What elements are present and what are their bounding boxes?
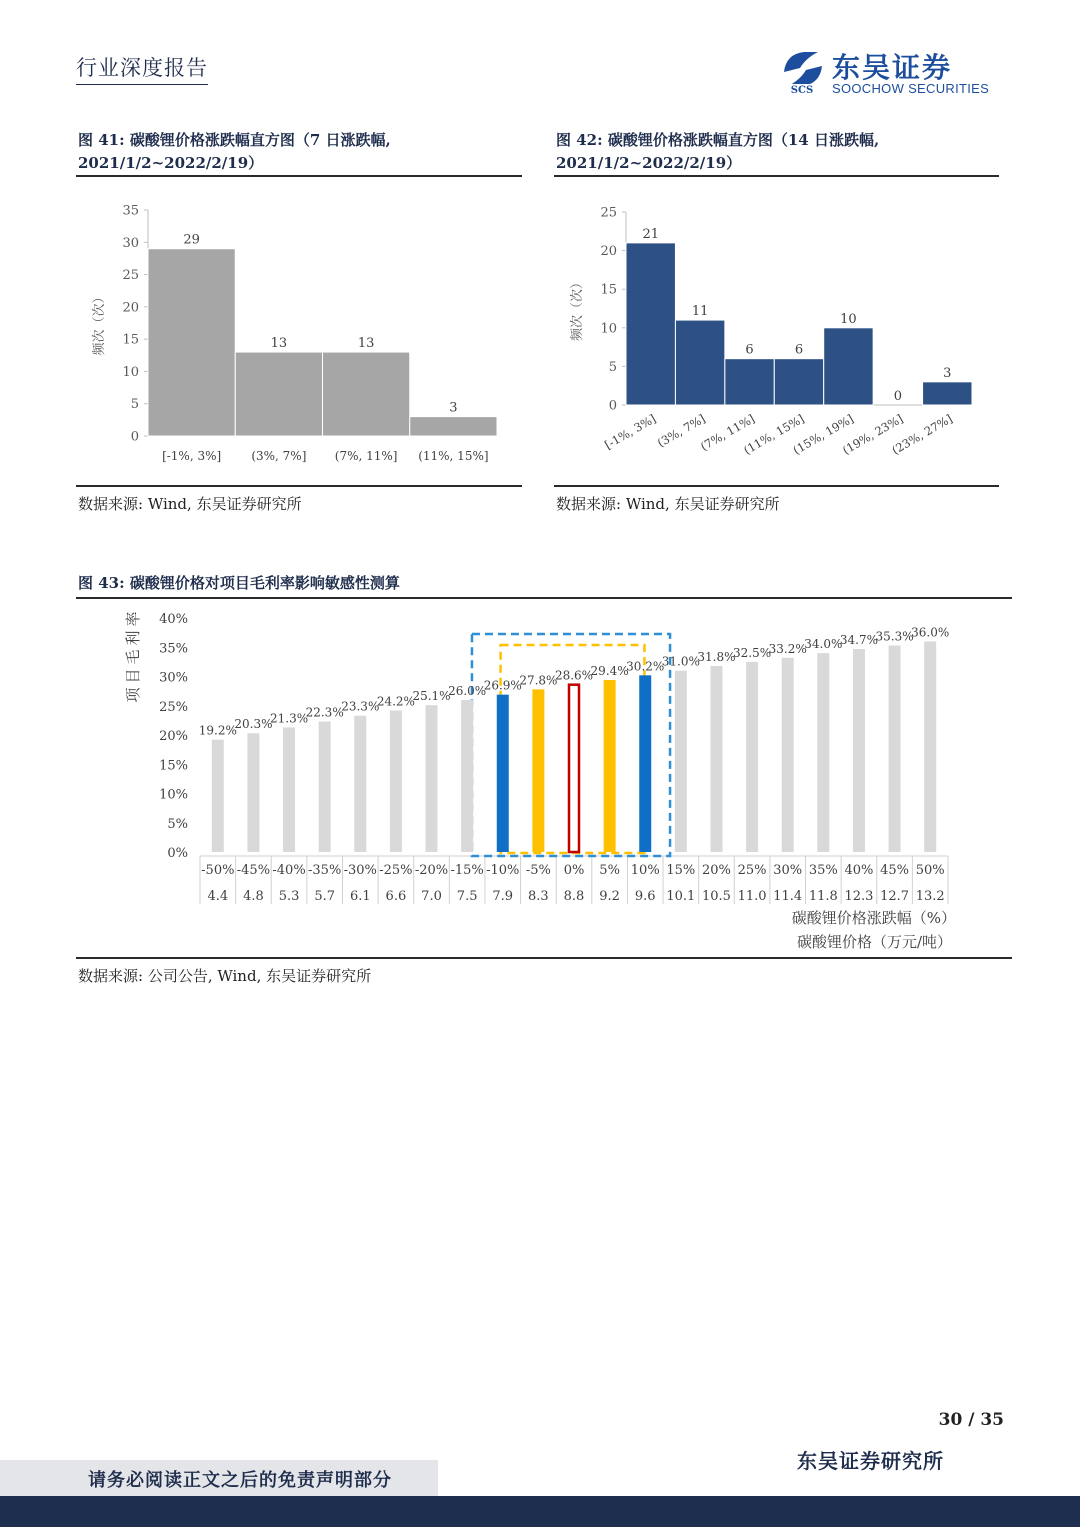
fig43-data-label: 36.0% xyxy=(911,625,950,640)
fig41-bottom-rule xyxy=(76,485,522,487)
fig42-y-tick-label: 25 xyxy=(600,205,617,221)
fig43-bar xyxy=(354,716,366,852)
fig43-x-price-label: 8.3 xyxy=(528,889,549,904)
fig43-x-price-label: 9.2 xyxy=(599,889,620,904)
fig43-bar xyxy=(639,675,651,852)
fig42-x-tick-label: (3%, 7%] xyxy=(654,411,708,450)
fig43-data-label: 31.0% xyxy=(661,654,700,669)
fig43-x-price-label: 4.8 xyxy=(243,889,264,904)
fig42-x-tick-label: [-1%, 3%] xyxy=(602,411,659,452)
fig43-data-label: 22.3% xyxy=(305,705,344,720)
fig43-x-change-label: -10% xyxy=(486,863,520,878)
fig43-data-label: 29.4% xyxy=(590,664,629,679)
fig43-top-rule xyxy=(76,597,1012,599)
fig43-bar xyxy=(924,641,936,852)
fig43-bar xyxy=(782,658,794,852)
fig43-x-price-label: 10.5 xyxy=(701,889,731,904)
fig43-x-price-label: 7.9 xyxy=(492,889,514,904)
fig43-data-label: 34.7% xyxy=(839,633,879,648)
fig43-x-change-label: 40% xyxy=(844,863,874,878)
fig43-bar xyxy=(390,710,402,852)
fig43-bar xyxy=(675,671,687,852)
fig41-y-tick-label: 35 xyxy=(122,203,139,219)
fig41-y-axis-label: 频次（次） xyxy=(92,290,107,356)
fig43-y-tick-label: 0% xyxy=(167,846,188,861)
fig42-x-tick-label: (23%, 27%] xyxy=(889,411,955,458)
fig41-y-tick-label: 30 xyxy=(122,235,139,251)
fig41-data-label: 3 xyxy=(449,400,458,416)
fig41-chart xyxy=(76,190,522,480)
fig43-x-price-label: 5.7 xyxy=(314,889,336,904)
fig42-data-label: 10 xyxy=(840,311,857,327)
fig43-bar xyxy=(710,666,722,852)
fig42-y-tick-label: 15 xyxy=(600,282,617,298)
fig43-x-change-label: -40% xyxy=(272,863,306,878)
fig43-x-change-label: -15% xyxy=(450,863,484,878)
fig43-source: 数据来源: 公司公告, Wind, 东吴证券研究所 xyxy=(78,967,372,985)
fig42-title-line2: 2021/1/2~2022/2/19） xyxy=(556,154,742,172)
fig42-bar xyxy=(626,243,675,405)
fig43-bar xyxy=(746,662,758,852)
fig41-data-label: 29 xyxy=(183,232,200,248)
fig43-y-tick-label: 10% xyxy=(159,787,188,803)
fig43-x-change-label: 35% xyxy=(808,863,838,878)
fig42-title-line1: 图 42: 碳酸锂价格涨跌幅直方图（14 日涨跌幅, xyxy=(556,131,880,149)
fig43-y-tick-label: 25% xyxy=(159,699,188,715)
fig43-y-tick-label: 35% xyxy=(159,641,188,657)
fig41-bar xyxy=(235,352,322,436)
fig42-bar xyxy=(725,359,774,405)
fig41-y-tick-label: 25 xyxy=(122,268,139,284)
fig42-y-tick-label: 20 xyxy=(600,244,617,260)
fig43-x-price-label: 11.0 xyxy=(737,889,767,904)
fig42-source: 数据来源: Wind, 东吴证券研究所 xyxy=(556,495,780,513)
fig43-bar xyxy=(817,653,829,852)
fig43-x-price-label: 8.8 xyxy=(563,889,585,904)
fig43-y-tick-label: 40% xyxy=(159,612,188,627)
fig43-x-price-label: 11.8 xyxy=(808,889,838,904)
fig43-x-price-label: 6.1 xyxy=(349,889,371,904)
fig42-data-label: 6 xyxy=(745,342,754,358)
fig43-title: 图 43: 碳酸锂价格对项目毛利率影响敏感性测算 xyxy=(78,574,400,592)
fig43-x-change-label: 5% xyxy=(599,863,620,878)
fig42-x-tick-label: (19%, 23%] xyxy=(839,411,906,458)
fig42-bar xyxy=(923,382,972,405)
fig43-x-change-label: -5% xyxy=(525,863,551,878)
fig43-data-label: 19.2% xyxy=(198,723,237,738)
fig43-y-tick-label: 5% xyxy=(167,816,188,832)
fig43-bar xyxy=(247,733,259,852)
fig42-data-label: 11 xyxy=(691,304,709,320)
fig41-bar xyxy=(323,352,410,436)
fig42-bar xyxy=(824,328,873,405)
fig43-data-label: 32.5% xyxy=(733,645,772,660)
fig43-chart xyxy=(76,600,1012,956)
fig43-bar xyxy=(283,727,295,852)
fig41-x-tick-label: (11%, 15%] xyxy=(418,449,489,463)
fig43-x-price-label: 6.6 xyxy=(385,889,407,904)
fig41-y-tick-label: 5 xyxy=(130,397,139,413)
fig42-data-label: 6 xyxy=(794,342,804,358)
report-type-label: 行业深度报告 xyxy=(76,52,208,85)
fig43-bar xyxy=(889,645,901,852)
fig42-data-label: 21 xyxy=(642,226,659,242)
footer-institute: 东吴证券研究所 xyxy=(797,1449,944,1473)
logo-cn-text: 东吴证券 xyxy=(832,51,953,84)
company-logo xyxy=(778,46,993,100)
bottom-bar xyxy=(0,1496,1080,1527)
fig43-data-label: 28.6% xyxy=(554,668,594,683)
fig42-data-label: 0 xyxy=(893,389,902,404)
fig43-x-axis-label-change: 碳酸锂价格涨跌幅（%） xyxy=(791,909,956,927)
fig42-y-tick-label: 0 xyxy=(608,398,617,414)
fig41-x-tick-label: (7%, 11%] xyxy=(334,449,398,463)
fig43-x-change-label: -20% xyxy=(414,863,449,878)
fig41-data-label: 13 xyxy=(270,336,288,352)
fig41-x-tick-label: (3%, 7%] xyxy=(251,449,307,463)
fig43-x-price-label: 13.2 xyxy=(915,889,945,904)
fig43-x-change-label: 45% xyxy=(880,863,910,878)
fig43-data-label: 23.3% xyxy=(341,699,380,714)
fig43-data-label: 27.8% xyxy=(519,673,558,688)
fig43-data-label: 31.8% xyxy=(697,649,736,664)
fig42-x-tick-label: (11%, 15%] xyxy=(741,411,807,458)
fig43-x-change-label: -30% xyxy=(343,863,377,878)
disclaimer-text: 请务必阅读正文之后的免责声明部分 xyxy=(88,1470,392,1491)
fig43-data-label: 33.2% xyxy=(768,641,807,656)
fig43-data-label: 35.3% xyxy=(875,629,914,644)
fig43-bar xyxy=(426,705,438,852)
fig43-x-change-label: -50% xyxy=(201,863,235,878)
fig43-y-tick-label: 20% xyxy=(159,729,188,744)
fig41-top-rule xyxy=(76,175,522,177)
fig43-data-label: 30.2% xyxy=(626,659,665,674)
fig43-bar xyxy=(853,649,865,852)
fig41-bar xyxy=(410,417,497,436)
fig41-x-tick-label: [-1%, 3%] xyxy=(162,449,222,463)
fig43-y-axis-label: 项目毛利率 xyxy=(124,607,142,703)
fig43-x-price-label: 7.0 xyxy=(421,889,442,904)
fig42-x-tick-label: (15%, 19%] xyxy=(790,411,856,458)
fig42-y-tick-label: 5 xyxy=(608,359,617,375)
fig43-x-change-label: -25% xyxy=(379,863,413,878)
fig42-y-axis-label: 频次（次） xyxy=(570,275,585,342)
fig43-bottom-rule xyxy=(76,957,1012,959)
fig43-x-price-label: 4.4 xyxy=(207,889,229,904)
fig43-x-change-label: 15% xyxy=(666,863,696,878)
fig42-y-tick-label: 10 xyxy=(600,321,617,337)
fig43-x-axis-label-price: 碳酸锂价格（万元/吨） xyxy=(796,933,952,951)
fig42-title xyxy=(556,129,879,175)
fig41-bar xyxy=(148,249,235,436)
fig43-x-price-label: 10.1 xyxy=(666,889,696,904)
fig43-x-price-label: 12.3 xyxy=(844,889,874,904)
fig43-bar xyxy=(497,695,509,852)
fig42-bottom-rule xyxy=(554,485,999,487)
fig43-x-change-label: 20% xyxy=(702,863,731,878)
fig43-x-change-label: 25% xyxy=(737,863,767,878)
fig43-data-label: 34.0% xyxy=(804,637,843,652)
fig43-x-price-label: 7.5 xyxy=(456,889,478,904)
logo-mark-text: SCS xyxy=(790,85,814,96)
fig41-y-tick-label: 0 xyxy=(130,429,139,445)
fig43-bar xyxy=(212,740,224,852)
logo-en-text: SOOCHOW SECURITIES xyxy=(832,81,990,96)
fig42-bar xyxy=(774,359,823,405)
fig43-bar xyxy=(569,685,579,852)
fig43-data-label: 24.2% xyxy=(376,694,415,709)
fig42-x-tick-label: (7%, 11%] xyxy=(698,411,758,454)
fig43-x-price-label: 9.6 xyxy=(634,889,656,904)
fig41-y-tick-label: 20 xyxy=(122,300,139,316)
fig43-x-change-label: 30% xyxy=(773,863,803,878)
fig43-data-label: 26.0% xyxy=(448,683,487,698)
fig43-bar xyxy=(319,722,331,852)
fig43-bar xyxy=(532,689,544,852)
logo-mark-icon xyxy=(778,46,828,96)
fig43-y-tick-label: 30% xyxy=(159,670,188,686)
fig42-chart xyxy=(554,190,999,480)
fig42-data-label: 3 xyxy=(943,365,952,381)
fig43-bar xyxy=(461,700,473,852)
fig41-y-tick-label: 15 xyxy=(122,332,139,348)
fig41-data-label: 13 xyxy=(357,336,375,352)
fig43-x-price-label: 11.4 xyxy=(773,889,803,904)
fig43-x-price-label: 12.7 xyxy=(880,889,910,904)
fig43-data-label: 20.3% xyxy=(234,717,273,732)
fig43-x-change-label: 0% xyxy=(563,863,585,878)
fig43-bar xyxy=(604,680,616,852)
fig43-y-tick-label: 15% xyxy=(159,758,188,774)
fig41-title xyxy=(78,129,391,175)
fig41-source: 数据来源: Wind, 东吴证券研究所 xyxy=(78,495,302,513)
fig43-x-price-label: 5.3 xyxy=(278,889,300,904)
fig43-x-change-label: 10% xyxy=(630,863,660,878)
fig43-data-label: 21.3% xyxy=(269,711,309,726)
fig41-y-tick-label: 10 xyxy=(122,364,139,380)
fig41-title-line1: 图 41: 碳酸锂价格涨跌幅直方图（7 日涨跌幅, xyxy=(78,131,391,149)
fig43-x-change-label: -45% xyxy=(236,863,271,878)
page-number: 30 / 35 xyxy=(938,1410,1004,1430)
fig41-title-line2: 2021/1/2~2022/2/19） xyxy=(78,154,264,172)
fig42-top-rule xyxy=(554,175,999,177)
fig42-bar xyxy=(675,320,724,405)
fig43-data-label: 25.1% xyxy=(412,689,451,704)
fig43-x-change-label: -35% xyxy=(308,863,342,878)
fig43-x-change-label: 50% xyxy=(915,863,945,878)
fig43-data-label: 26.9% xyxy=(483,678,522,693)
